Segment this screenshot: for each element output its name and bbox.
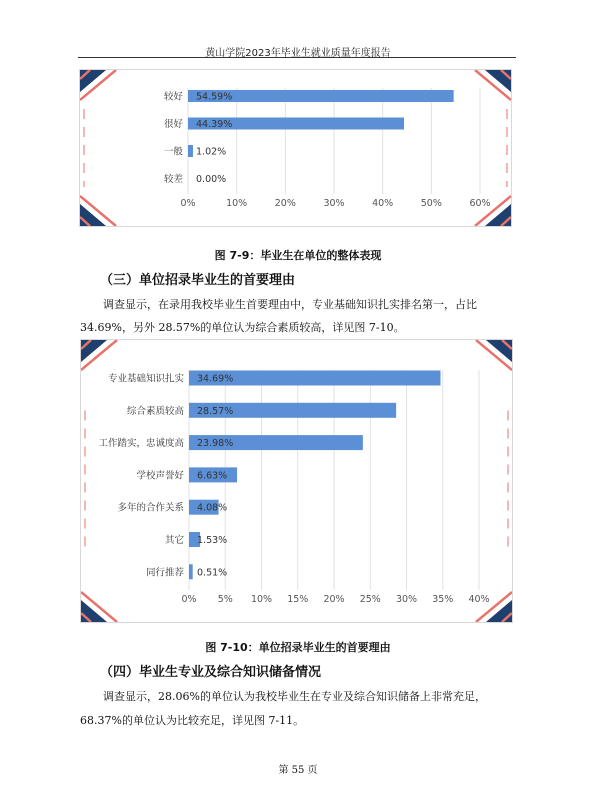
- chart2-value-label: 34.69%: [197, 373, 234, 385]
- figure-caption-7-9: 图 7-9：毕业生在单位的整体表现: [214, 249, 382, 262]
- chart2-value-label: 1.53%: [197, 535, 228, 546]
- chart1-value-label: 1.02%: [196, 146, 227, 158]
- chart2-x-tick-label: 20%: [323, 594, 345, 605]
- header-title: 黄山学院2023年毕业生就业质量年度报告: [205, 48, 391, 59]
- page-number: 第 55 页: [278, 765, 318, 776]
- chart1-x-tick-label: 40%: [372, 198, 394, 209]
- chart2-bar: [189, 564, 193, 579]
- chart2-x-tick-label: 15%: [287, 594, 309, 605]
- chart2-x-tick-label: 35%: [432, 594, 454, 605]
- chart1-x-tick-label: 60%: [469, 198, 491, 209]
- chart2-category-label: 学校声誉好: [136, 470, 184, 482]
- chart2-value-label: 23.98%: [197, 438, 234, 450]
- chart2-x-tick-label: 0%: [181, 594, 197, 605]
- chart2-x-tick-label: 5%: [217, 594, 233, 605]
- chart1-category-label: 较差: [163, 174, 183, 185]
- chart1-category-label: 一般: [163, 146, 183, 158]
- header-rule: [78, 57, 516, 58]
- chart2-category-label: 其它: [164, 535, 184, 546]
- paragraph-4-line-1: 调查显示，28.06%的单位认为我校毕业生在专业及综合知识储备上非常充足，: [103, 690, 486, 703]
- chart2-x-tick-label: 30%: [395, 594, 418, 605]
- chart2-category-label: 专业基础知识扎实: [107, 373, 184, 385]
- section-heading-3: （三）单位招录毕业生的首要理由: [100, 273, 296, 288]
- chart2-value-label: 28.57%: [197, 405, 234, 417]
- chart1-category-label: 很好: [163, 119, 183, 130]
- paragraph-4-line-2: 68.37%的单位认为比较充足，详见图 7-11。: [80, 714, 305, 727]
- chart2-x-tick-label: 40%: [468, 594, 490, 605]
- chart2-x-tick-label: 10%: [250, 594, 273, 605]
- chart1-x-tick-label: 20%: [274, 198, 296, 209]
- chart-overall-performance: [79, 69, 512, 227]
- chart2-value-label: 0.51%: [197, 567, 228, 579]
- paragraph-3-line-2: 34.69%，另外 28.57%的单位认为综合素质较高，详见图 7-10。: [80, 321, 405, 334]
- chart2-value-label: 4.08%: [197, 502, 228, 514]
- chart2-category-label: 综合素质较高: [126, 405, 184, 417]
- chart-hiring-reasons-svg: [81, 340, 512, 622]
- chart1-value-label: 0.00%: [196, 174, 227, 185]
- section-heading-4: （四）毕业生专业及综合知识储备情况: [100, 665, 322, 680]
- chart1-value-label: 54.59%: [196, 91, 233, 103]
- chart1-category-label: 较好: [163, 91, 183, 103]
- chart-hiring-reasons: [80, 339, 513, 623]
- chart1-x-tick-label: 30%: [323, 198, 345, 209]
- paragraph-3-line-1: 调查显示，在录用我校毕业生首要理由中，专业基础知识扎实排名第一，占比: [103, 298, 477, 311]
- chart1-x-tick-label: 0%: [180, 198, 196, 209]
- chart2-category-label: 工作踏实，忠诚度高: [98, 438, 184, 450]
- chart1-bar: [188, 145, 193, 157]
- chart2-category-label: 同行推荐: [145, 567, 184, 579]
- chart2-x-tick-label: 25%: [359, 594, 381, 605]
- figure-caption-7-10: 图 7-10：单位招录毕业生的首要理由: [205, 641, 391, 654]
- chart2-category-label: 多年的合作关系: [117, 502, 184, 514]
- chart1-value-label: 44.39%: [196, 119, 233, 130]
- chart2-value-label: 6.63%: [197, 470, 228, 482]
- chart1-x-tick-label: 50%: [420, 198, 442, 209]
- chart1-x-tick-label: 10%: [226, 198, 248, 209]
- chart-overall-performance-svg: [80, 70, 511, 226]
